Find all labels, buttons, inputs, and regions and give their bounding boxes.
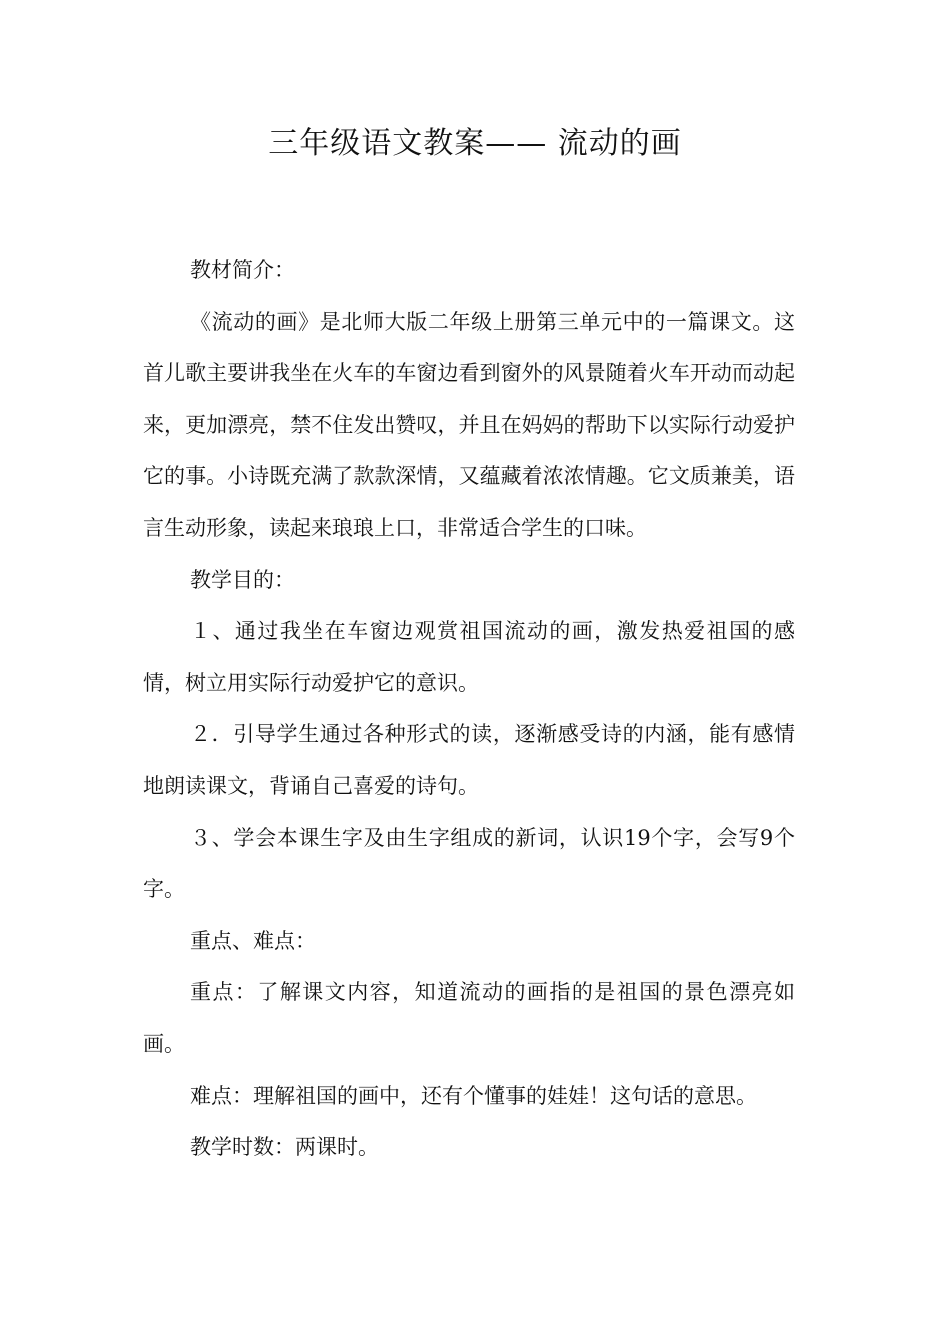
document-title: 三年级语文教案—— 流动的画 [268,126,682,161]
goal-item-3: ３、学会本课生字及由生字组成的新词，认识19个字，会写9个字。 [143,825,795,902]
goal-item-1: １、通过我坐在车窗边观赏祖国流动的画，激发热爱祖国的感情，树立用实际行动爱护它的意识。 [143,619,795,695]
difficult-point: 难点：理解祖国的画中，还有个懂事的娃娃！这句话的意思。 [190,1083,757,1108]
heading-textbook-intro: 教材简介： [190,258,295,282]
goal-item-2: ２．引导学生通过各种形式的读，逐渐感受诗的内涵，能有感情地朗读课文，背诵自己喜爱的诗句。 [143,722,795,798]
heading-key-points: 重点、难点： [190,928,316,953]
document-body [143,245,795,1174]
heading-teaching-goals: 教学目的： [190,567,295,592]
class-hours: 教学时数：两课时。 [190,1135,379,1160]
paragraph-textbook-intro: 《流动的画》是北师大版二年级上册第三单元中的一篇课文。这首儿歌主要讲我坐在火车的车窗边看到窗外的风景随着火车开动而动起来，更加漂亮，禁不住发出赞叹，并且在妈妈的帮助下以实际行动爱护它的事。小诗既充满了款款深情，又蕴藏着浓浓情趣。它文质兼美，语言生动形象，读起来琅琅上口，非常适合学生的口味。 [143,309,795,540]
key-point: 重点：了解课文内容，知道流动的画指的是祖国的景色漂亮如画。 [143,980,795,1056]
